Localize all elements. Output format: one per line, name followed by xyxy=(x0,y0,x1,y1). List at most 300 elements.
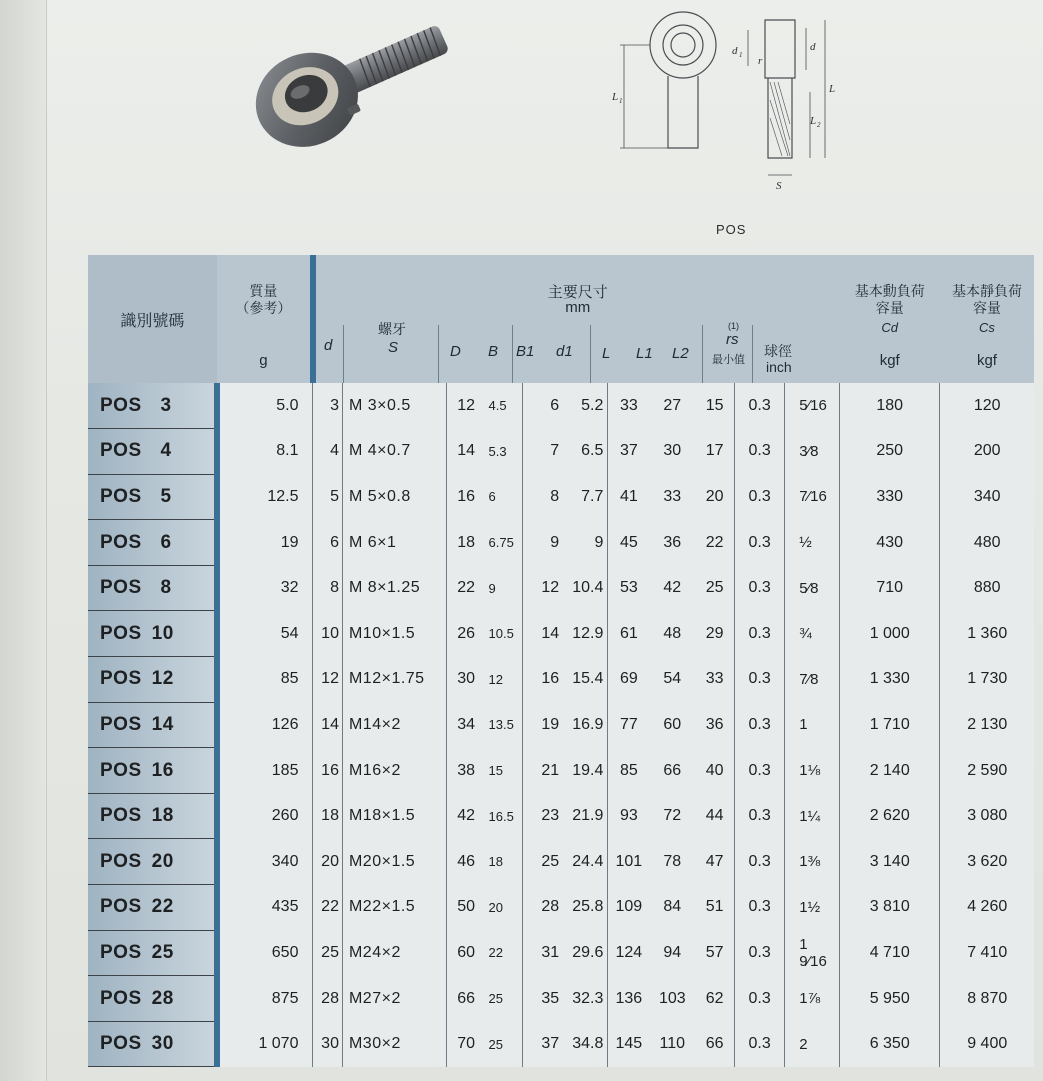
table-row xyxy=(88,1021,1034,1067)
cell-width-b: 18 xyxy=(486,839,523,885)
cell-code-size: 6 xyxy=(160,531,172,553)
cell-mass: 650 xyxy=(217,930,313,976)
cell-mass: 12.5 xyxy=(217,474,313,520)
cell-width-b: 4.5 xyxy=(486,383,523,429)
cell-outer-diameter: 14 xyxy=(446,429,485,475)
cell-length-l: 145 xyxy=(608,1021,650,1067)
cell-outer-diameter: 22 xyxy=(446,565,485,611)
cell-code-size: 16 xyxy=(151,759,174,781)
cell-length-l2: 22 xyxy=(695,520,734,566)
cell-code-size: 20 xyxy=(151,850,174,872)
cell-d: 4 xyxy=(313,429,342,475)
cell-dynamic-load: 6 350 xyxy=(839,1021,939,1067)
dim-label-L2: L xyxy=(810,115,817,127)
cell-thread: M16×2 xyxy=(342,748,446,794)
cell-ball-diameter: 1½ xyxy=(785,885,840,931)
table-row xyxy=(88,520,1034,566)
cell-thread: M 5×0.8 xyxy=(342,474,446,520)
cell-mass: 1 070 xyxy=(217,1021,313,1067)
cell-outer-diameter: 60 xyxy=(446,930,485,976)
cell-width-b1: 37 xyxy=(523,1021,565,1067)
cell-thread: M14×2 xyxy=(342,702,446,748)
cell-width-b1: 14 xyxy=(523,611,565,657)
cell-d: 18 xyxy=(313,793,342,839)
cell-code-series: POS xyxy=(100,987,142,1009)
cell-ball-diameter: ½ xyxy=(785,520,840,566)
cell-dynamic-load: 2 620 xyxy=(839,793,939,839)
cell-d1: 12.9 xyxy=(564,611,608,657)
cell-width-b: 5.3 xyxy=(486,429,523,475)
cell-length-l: 69 xyxy=(608,657,650,703)
cell-width-b: 6 xyxy=(486,474,523,520)
header-cd-symbol: Cd xyxy=(881,320,899,335)
cell-code-series: POS xyxy=(100,713,142,735)
cell-width-b: 22 xyxy=(486,930,523,976)
cell-d1: 10.4 xyxy=(564,565,608,611)
cell-length-l2: 36 xyxy=(695,702,734,748)
cell-d1: 6.5 xyxy=(564,429,608,475)
header-cs-label: 基本靜負荷容量 xyxy=(951,283,1022,316)
cell-length-l2: 17 xyxy=(695,429,734,475)
cell-d1: 25.8 xyxy=(564,885,608,931)
cell-ball-diameter: 2 xyxy=(785,1021,840,1067)
cell-length-l: 61 xyxy=(608,611,650,657)
cell-ball-diameter: 1⅞ xyxy=(785,976,840,1022)
cell-code-size: 30 xyxy=(151,1033,174,1055)
table-row xyxy=(88,976,1034,1022)
cell-length-l: 53 xyxy=(608,565,650,611)
cell-d: 12 xyxy=(313,657,342,703)
cell-length-l1: 33 xyxy=(649,474,695,520)
cell-width-b1: 25 xyxy=(523,839,565,885)
cell-length-l2: 33 xyxy=(695,657,734,703)
header-L1: L1 xyxy=(635,345,653,362)
cell-code-series: POS xyxy=(100,850,142,872)
table-row xyxy=(88,793,1034,839)
cell-d: 5 xyxy=(313,474,342,520)
cell-rs-min: 0.3 xyxy=(735,976,785,1022)
cell-outer-diameter: 50 xyxy=(446,885,485,931)
header-mass-unit: g xyxy=(259,352,268,369)
cell-width-b1: 6 xyxy=(523,383,565,429)
table-body xyxy=(88,383,1034,1067)
table-row xyxy=(88,383,1034,429)
cell-code-size: 14 xyxy=(151,713,174,735)
cell-outer-diameter: 26 xyxy=(446,611,485,657)
cell-length-l: 37 xyxy=(608,429,650,475)
cell-code xyxy=(88,429,217,475)
cell-thread: M27×2 xyxy=(342,976,446,1022)
cell-d1: 29.6 xyxy=(564,930,608,976)
cell-thread: M 8×1.25 xyxy=(342,565,446,611)
cell-ball-diameter: 1 9⁄16 xyxy=(785,930,840,976)
cell-code xyxy=(88,474,217,520)
cell-thread: M30×2 xyxy=(342,1021,446,1067)
cell-static-load: 7 410 xyxy=(940,930,1034,976)
cell-ball-diameter: 7⁄8 xyxy=(785,657,840,703)
cell-rs-min: 0.3 xyxy=(735,474,785,520)
cell-ball-diameter: ¾ xyxy=(785,611,840,657)
cell-outer-diameter: 34 xyxy=(446,702,485,748)
cell-length-l: 93 xyxy=(608,793,650,839)
cell-dynamic-load: 2 140 xyxy=(839,748,939,794)
cell-dynamic-load: 430 xyxy=(839,520,939,566)
cell-length-l2: 66 xyxy=(695,1021,734,1067)
header-rs: rs xyxy=(725,331,739,348)
cell-width-b1: 31 xyxy=(523,930,565,976)
cell-code-size: 8 xyxy=(160,577,172,599)
dim-label-d1: d xyxy=(732,45,738,57)
cell-code-size: 10 xyxy=(151,622,174,644)
cell-rs-min: 0.3 xyxy=(735,1021,785,1067)
table-row xyxy=(88,565,1034,611)
cell-length-l2: 47 xyxy=(695,839,734,885)
cell-d1: 21.9 xyxy=(564,793,608,839)
cell-code-series: POS xyxy=(100,531,142,553)
cell-code xyxy=(88,1021,217,1067)
header-thread-symbol: S xyxy=(387,339,398,356)
cell-length-l2: 44 xyxy=(695,793,734,839)
cell-d: 6 xyxy=(313,520,342,566)
cell-rs-min: 0.3 xyxy=(735,702,785,748)
cell-width-b: 9 xyxy=(486,565,523,611)
cell-length-l2: 25 xyxy=(695,565,734,611)
cell-code xyxy=(88,702,217,748)
cell-mass: 32 xyxy=(217,565,313,611)
cell-rs-min: 0.3 xyxy=(735,793,785,839)
cell-thread: M10×1.5 xyxy=(342,611,446,657)
cell-d: 28 xyxy=(313,976,342,1022)
cell-dynamic-load: 1 000 xyxy=(839,611,939,657)
cell-length-l1: 110 xyxy=(649,1021,695,1067)
cell-code-series: POS xyxy=(100,622,142,644)
cell-code-series: POS xyxy=(100,941,142,963)
cell-outer-diameter: 12 xyxy=(446,383,485,429)
cell-d: 22 xyxy=(313,885,342,931)
cell-static-load: 880 xyxy=(940,565,1034,611)
cell-code-size: 28 xyxy=(151,987,174,1009)
table-row xyxy=(88,748,1034,794)
cell-static-load: 4 260 xyxy=(940,885,1034,931)
cell-d: 30 xyxy=(313,1021,342,1067)
cell-d1: 15.4 xyxy=(564,657,608,703)
cell-code-size: 18 xyxy=(151,805,174,827)
cell-width-b: 25 xyxy=(486,976,523,1022)
header-L2: L2 xyxy=(671,345,689,362)
cell-dynamic-load: 250 xyxy=(839,429,939,475)
cell-length-l1: 60 xyxy=(649,702,695,748)
cell-dynamic-load: 710 xyxy=(839,565,939,611)
cell-length-l: 45 xyxy=(608,520,650,566)
cell-dynamic-load: 5 950 xyxy=(839,976,939,1022)
cell-width-b1: 35 xyxy=(523,976,565,1022)
cell-static-load: 1 730 xyxy=(940,657,1034,703)
cell-d: 16 xyxy=(313,748,342,794)
rod-end-drawing xyxy=(610,0,840,200)
cell-width-b: 13.5 xyxy=(486,702,523,748)
cell-ball-diameter: 1⅜ xyxy=(785,839,840,885)
cell-static-load: 9 400 xyxy=(940,1021,1034,1067)
cell-mass: 19 xyxy=(217,520,313,566)
cell-outer-diameter: 46 xyxy=(446,839,485,885)
cell-length-l: 77 xyxy=(608,702,650,748)
header-d: d xyxy=(323,337,333,354)
cell-length-l2: 57 xyxy=(695,930,734,976)
svg-text:1: 1 xyxy=(739,51,743,59)
header-rs-note: (1) xyxy=(727,321,739,331)
header-dims-title: 主要尺寸 xyxy=(547,284,608,301)
cell-code-series: POS xyxy=(100,1033,142,1055)
cell-length-l2: 40 xyxy=(695,748,734,794)
rod-end-photo xyxy=(250,5,460,150)
header-rs-min: 最小值 xyxy=(711,354,745,366)
cell-rs-min: 0.3 xyxy=(735,839,785,885)
cell-code xyxy=(88,748,217,794)
cell-length-l1: 30 xyxy=(649,429,695,475)
dim-label-L: L xyxy=(829,83,836,95)
header-cd-label: 基本動負荷容量 xyxy=(854,283,925,316)
cell-rs-min: 0.3 xyxy=(735,520,785,566)
header-ball: 球徑 xyxy=(763,343,792,359)
header-mass-label: 質量 xyxy=(249,283,278,299)
cell-width-b: 16.5 xyxy=(486,793,523,839)
cell-length-l1: 42 xyxy=(649,565,695,611)
cell-mass: 54 xyxy=(217,611,313,657)
cell-width-b1: 12 xyxy=(523,565,565,611)
header-B: B xyxy=(487,343,498,360)
cell-static-load: 1 360 xyxy=(940,611,1034,657)
cell-thread: M20×1.5 xyxy=(342,839,446,885)
cell-width-b1: 9 xyxy=(523,520,565,566)
cell-ball-diameter: 5⁄16 xyxy=(785,383,840,429)
cell-ball-diameter: 1¼ xyxy=(785,793,840,839)
table-row xyxy=(88,839,1034,885)
cell-outer-diameter: 66 xyxy=(446,976,485,1022)
cell-code xyxy=(88,611,217,657)
cell-ball-diameter: 5⁄8 xyxy=(785,565,840,611)
header-mass-note: （參考） xyxy=(235,300,292,316)
header-L: L xyxy=(601,345,611,362)
cell-mass: 185 xyxy=(217,748,313,794)
header-B1: B1 xyxy=(515,343,535,360)
cell-width-b1: 16 xyxy=(523,657,565,703)
table-row xyxy=(88,930,1034,976)
cell-length-l1: 84 xyxy=(649,885,695,931)
spec-table xyxy=(88,255,1034,1067)
cell-d: 20 xyxy=(313,839,342,885)
cell-d1: 7.7 xyxy=(564,474,608,520)
cell-dynamic-load: 1 710 xyxy=(839,702,939,748)
table-row xyxy=(88,657,1034,703)
cell-thread: M18×1.5 xyxy=(342,793,446,839)
header-cd-unit: kgf xyxy=(879,352,900,369)
table-row xyxy=(88,474,1034,520)
cell-code-size: 3 xyxy=(160,394,172,416)
cell-code xyxy=(88,657,217,703)
cell-static-load: 340 xyxy=(940,474,1034,520)
cell-d: 14 xyxy=(313,702,342,748)
cell-length-l1: 103 xyxy=(649,976,695,1022)
figure-caption: POS xyxy=(716,222,747,237)
cell-width-b: 10.5 xyxy=(486,611,523,657)
cell-thread: M 3×0.5 xyxy=(342,383,446,429)
cell-static-load: 2 130 xyxy=(940,702,1034,748)
cell-length-l2: 29 xyxy=(695,611,734,657)
cell-code xyxy=(88,976,217,1022)
cell-static-load: 120 xyxy=(940,383,1034,429)
cell-static-load: 3 080 xyxy=(940,793,1034,839)
cell-length-l1: 94 xyxy=(649,930,695,976)
dim-label-d: d xyxy=(810,41,816,53)
cell-rs-min: 0.3 xyxy=(735,930,785,976)
cell-code-series: POS xyxy=(100,485,142,507)
header-main-dimensions xyxy=(313,255,839,383)
cell-code xyxy=(88,565,217,611)
cell-ball-diameter: 3⁄8 xyxy=(785,429,840,475)
cell-dynamic-load: 3 810 xyxy=(839,885,939,931)
header-cs-symbol: Cs xyxy=(979,320,995,335)
cell-d: 25 xyxy=(313,930,342,976)
cell-outer-diameter: 30 xyxy=(446,657,485,703)
cell-d1: 34.8 xyxy=(564,1021,608,1067)
cell-outer-diameter: 16 xyxy=(446,474,485,520)
cell-outer-diameter: 38 xyxy=(446,748,485,794)
cell-rs-min: 0.3 xyxy=(735,565,785,611)
table-row xyxy=(88,611,1034,657)
cell-ball-diameter: 1⅛ xyxy=(785,748,840,794)
cell-static-load: 200 xyxy=(940,429,1034,475)
cell-code-size: 4 xyxy=(160,440,172,462)
header-ball-unit: inch xyxy=(765,359,792,375)
cell-code-size: 25 xyxy=(151,941,174,963)
cell-rs-min: 0.3 xyxy=(735,429,785,475)
cell-mass: 8.1 xyxy=(217,429,313,475)
cell-length-l1: 66 xyxy=(649,748,695,794)
header-dims-unit: mm xyxy=(565,299,591,316)
header-dynamic-load xyxy=(839,255,939,383)
svg-text:1: 1 xyxy=(619,97,623,105)
dim-label-S: S xyxy=(776,180,782,192)
cell-length-l2: 20 xyxy=(695,474,734,520)
svg-text:2: 2 xyxy=(817,121,821,129)
cell-length-l: 136 xyxy=(608,976,650,1022)
cell-length-l1: 72 xyxy=(649,793,695,839)
cell-code-size: 22 xyxy=(151,896,174,918)
table-row xyxy=(88,429,1034,475)
cell-length-l: 124 xyxy=(608,930,650,976)
cell-ball-diameter: 1 xyxy=(785,702,840,748)
cell-length-l1: 36 xyxy=(649,520,695,566)
cell-code-size: 12 xyxy=(151,668,174,690)
cell-length-l: 85 xyxy=(608,748,650,794)
cell-code-series: POS xyxy=(100,759,142,781)
cell-outer-diameter: 18 xyxy=(446,520,485,566)
cell-length-l2: 51 xyxy=(695,885,734,931)
cell-code xyxy=(88,520,217,566)
cell-code xyxy=(88,930,217,976)
cell-width-b1: 19 xyxy=(523,702,565,748)
cell-mass: 126 xyxy=(217,702,313,748)
cell-code-size: 5 xyxy=(160,485,172,507)
cell-thread: M 6×1 xyxy=(342,520,446,566)
cell-width-b1: 23 xyxy=(523,793,565,839)
cell-d: 8 xyxy=(313,565,342,611)
cell-d1: 19.4 xyxy=(564,748,608,794)
cell-width-b: 12 xyxy=(486,657,523,703)
cell-dynamic-load: 180 xyxy=(839,383,939,429)
cell-code xyxy=(88,885,217,931)
cell-static-load: 480 xyxy=(940,520,1034,566)
cell-d1: 24.4 xyxy=(564,839,608,885)
cell-width-b: 20 xyxy=(486,885,523,931)
cell-dynamic-load: 1 330 xyxy=(839,657,939,703)
dim-label-r: r xyxy=(758,55,763,67)
header-D: D xyxy=(449,343,461,360)
cell-code-series: POS xyxy=(100,577,142,599)
cell-code-series: POS xyxy=(100,394,142,416)
cell-mass: 85 xyxy=(217,657,313,703)
cell-mass: 435 xyxy=(217,885,313,931)
cell-mass: 340 xyxy=(217,839,313,885)
cell-length-l1: 54 xyxy=(649,657,695,703)
cell-rs-min: 0.3 xyxy=(735,748,785,794)
cell-dynamic-load: 3 140 xyxy=(839,839,939,885)
cell-length-l: 33 xyxy=(608,383,650,429)
cell-width-b: 15 xyxy=(486,748,523,794)
cell-dynamic-load: 330 xyxy=(839,474,939,520)
cell-length-l2: 62 xyxy=(695,976,734,1022)
cell-code-series: POS xyxy=(100,668,142,690)
table-header-row xyxy=(88,255,1034,383)
cell-code-series: POS xyxy=(100,805,142,827)
cell-mass: 875 xyxy=(217,976,313,1022)
cell-code-series: POS xyxy=(100,896,142,918)
cell-width-b: 25 xyxy=(486,1021,523,1067)
cell-d: 10 xyxy=(313,611,342,657)
header-cs-unit: kgf xyxy=(976,352,997,369)
cell-mass: 260 xyxy=(217,793,313,839)
cell-ball-diameter: 7⁄16 xyxy=(785,474,840,520)
header-code: 識別號碼 xyxy=(88,255,217,383)
cell-code xyxy=(88,383,217,429)
cell-outer-diameter: 42 xyxy=(446,793,485,839)
cell-length-l: 101 xyxy=(608,839,650,885)
cell-length-l2: 15 xyxy=(695,383,734,429)
cell-rs-min: 0.3 xyxy=(735,383,785,429)
page-margin xyxy=(0,0,47,1081)
header-thread-label: 螺牙 xyxy=(377,321,406,337)
cell-code xyxy=(88,793,217,839)
cell-static-load: 3 620 xyxy=(940,839,1034,885)
cell-d1: 32.3 xyxy=(564,976,608,1022)
cell-code-series: POS xyxy=(100,440,142,462)
cell-outer-diameter: 70 xyxy=(446,1021,485,1067)
cell-thread: M24×2 xyxy=(342,930,446,976)
cell-width-b1: 7 xyxy=(523,429,565,475)
cell-rs-min: 0.3 xyxy=(735,611,785,657)
cell-width-b: 6.75 xyxy=(486,520,523,566)
cell-width-b1: 8 xyxy=(523,474,565,520)
cell-d1: 16.9 xyxy=(564,702,608,748)
cell-thread: M22×1.5 xyxy=(342,885,446,931)
cell-d1: 9 xyxy=(564,520,608,566)
header-static-load xyxy=(940,255,1034,383)
cell-length-l: 109 xyxy=(608,885,650,931)
cell-mass: 5.0 xyxy=(217,383,313,429)
cell-width-b1: 21 xyxy=(523,748,565,794)
cell-length-l1: 48 xyxy=(649,611,695,657)
cell-length-l1: 78 xyxy=(649,839,695,885)
